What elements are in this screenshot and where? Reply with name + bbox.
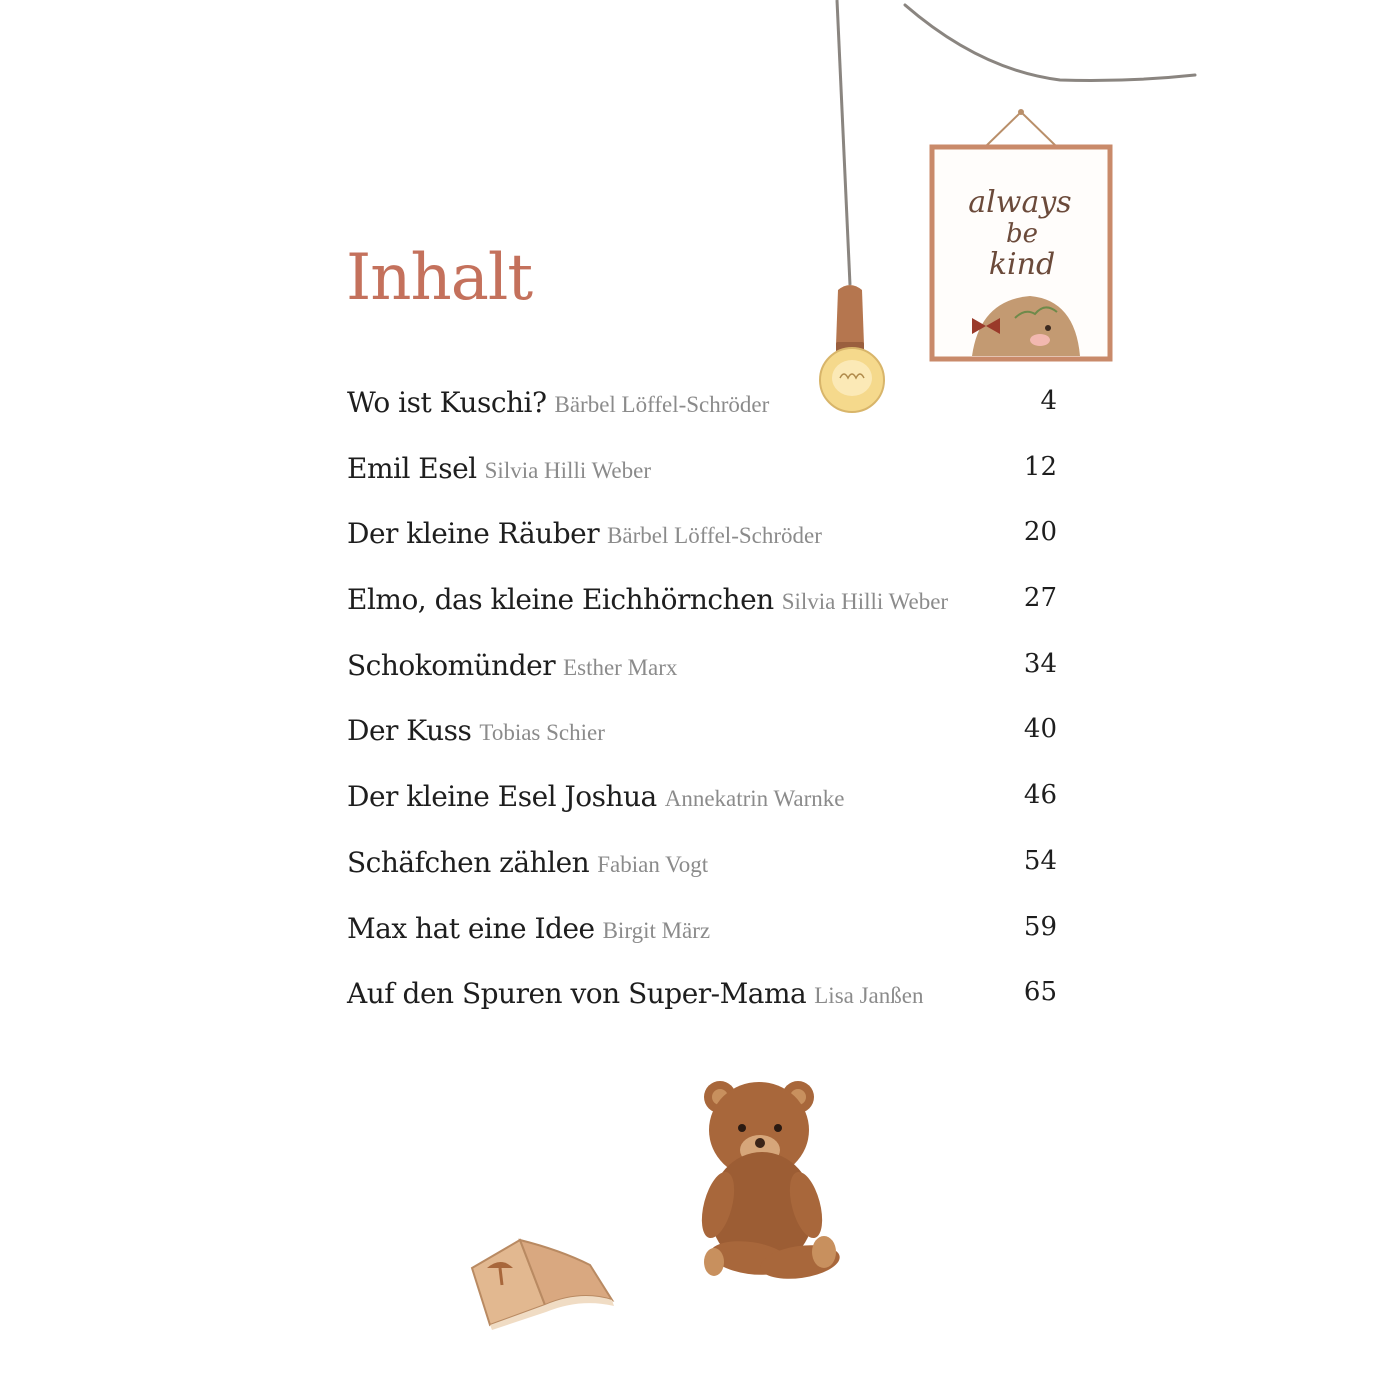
- toc-entry[interactable]: [347, 780, 1057, 846]
- toc-entry[interactable]: [347, 714, 1057, 780]
- toc-entry-page: 34: [1023, 648, 1057, 679]
- toc-entry-page: 65: [1023, 977, 1057, 1008]
- toc-entry-page: 27: [1023, 583, 1057, 614]
- toc-entry-title: Auf den Spuren von Super-Mama: [347, 977, 807, 1011]
- toc-entry-page: 4: [1040, 386, 1057, 416]
- toc-entry[interactable]: [347, 846, 1057, 912]
- toc-entry-page: 54: [1023, 845, 1057, 876]
- toc-entry-title: Schokomünder: [347, 648, 556, 682]
- toc-entry-title: Max hat eine Idee: [347, 911, 595, 945]
- toc-entry[interactable]: [347, 517, 1057, 583]
- toc-entry[interactable]: [347, 386, 1057, 452]
- toc-entry-author: Lisa Janßen: [814, 983, 924, 1009]
- toc-entry-author: Annekatrin Warnke: [664, 786, 845, 812]
- toc-entry-title: Wo ist Kuschi?: [347, 386, 547, 419]
- toc-entry-title: Der Kuss: [347, 714, 472, 748]
- toc-entry[interactable]: [347, 977, 1057, 1043]
- toc-entry-author: Silvia Hilli Weber: [781, 589, 949, 615]
- toc-entry-title: Schäfchen zählen: [347, 845, 590, 879]
- teddy-bear-icon: [696, 1081, 842, 1283]
- toc-entry-author: Bärbel Löffel-Schröder: [554, 392, 770, 417]
- table-of-contents: [347, 386, 1057, 1043]
- frame-text-line-2: be: [1005, 219, 1039, 249]
- page-title: Inhalt: [346, 241, 533, 315]
- toc-entry[interactable]: [347, 912, 1057, 978]
- toc-entry-title: Der kleine Esel Joshua: [347, 780, 657, 814]
- frame-text-line-3: kind: [988, 247, 1056, 282]
- toc-entry-author: Fabian Vogt: [597, 851, 709, 877]
- toc-entry-page: 59: [1023, 911, 1057, 942]
- garland-string: [905, 5, 1195, 80]
- toc-entry-title: Elmo, das kleine Eichhörnchen: [347, 583, 774, 617]
- toc-entry-author: Birgit März: [602, 917, 711, 943]
- toc-entry-title: Der kleine Räuber: [347, 517, 600, 551]
- toc-entry-page: 20: [1023, 517, 1057, 548]
- toc-entry-page: 12: [1023, 451, 1057, 482]
- open-book-icon: [472, 1240, 614, 1330]
- toc-entry-author: Tobias Schier: [479, 720, 605, 746]
- toc-entry-author: Bärbel Löffel-Schröder: [607, 523, 822, 549]
- toc-entry-author: Silvia Hilli Weber: [484, 457, 652, 483]
- toc-entry-title: Emil Esel: [347, 451, 477, 485]
- toc-entry-page: 40: [1023, 714, 1057, 745]
- toc-entry-author: Esther Marx: [563, 654, 678, 680]
- toc-entry[interactable]: [347, 649, 1057, 715]
- toc-entry[interactable]: [347, 452, 1057, 518]
- toc-entry[interactable]: [347, 583, 1057, 649]
- frame-text-line-1: always: [968, 185, 1072, 220]
- toc-entry-page: 46: [1023, 780, 1057, 811]
- framed-picture-icon: [932, 109, 1110, 359]
- hanging-lightbulb-icon: [820, 0, 884, 412]
